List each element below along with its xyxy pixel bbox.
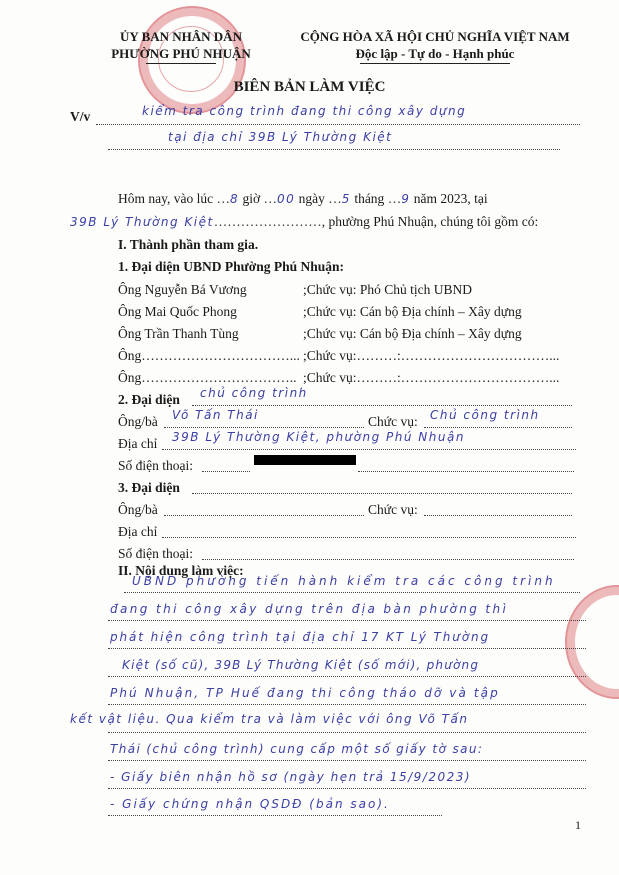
intro-text-2: giờ [242, 191, 261, 206]
motto-underline [360, 63, 510, 64]
content-line-1 [124, 592, 580, 593]
content-hand-3: phát hiện công trình tại địa chỉ 17 KT Lý Thường [110, 630, 491, 644]
dots: …………………… [213, 214, 322, 229]
intro-text-3: ngày [298, 191, 325, 206]
content-hand-9: - Giấy chứng nhận QSDĐ (bản sao). [110, 797, 390, 811]
rep2-name-line [164, 427, 364, 428]
red-seal-right [565, 585, 619, 699]
subject-hand-2: tại địa chỉ 39B Lý Thường Kiệt [168, 130, 393, 144]
content-line-9 [108, 815, 442, 816]
document-title: BIÊN BẢN LÀM VIỆC [233, 79, 386, 95]
section-1-sub-3: 3. Đại diện [118, 480, 180, 495]
rep2-address-line [162, 449, 576, 450]
rep3-name-label: Ông/bà [118, 502, 158, 517]
dots: … [328, 191, 342, 206]
rep2-role-label: Chức vụ: [368, 414, 418, 429]
content-hand-7: Thái (chủ công trình) cung cấp một số giấy tờ sau: [110, 742, 484, 756]
intro-line-1 [118, 191, 488, 207]
dots: … [263, 191, 278, 206]
section-1-sub-1: 1. Đại diện UBND Phường Phú Nhuận: [118, 259, 345, 274]
issuer-line-1: ỦY BAN NHÂN DÂN [120, 29, 242, 44]
rep2-role-hand: Chủ công trình [430, 408, 540, 422]
section-2-heading: II. Nội dung làm việc: [118, 563, 244, 578]
person-3-role: ;Chức vụ: Cán bộ Địa chính – Xây dựng [303, 326, 522, 341]
national-motto: Độc lập - Tự do - Hạnh phúc [355, 46, 515, 61]
person-1-name: Ông Nguyễn Bá Vương [118, 282, 247, 297]
person-5-name: Ông…………………………….. [118, 370, 297, 385]
content-hand-6: kết vật liệu. Qua kiểm tra và làm việc với ông Võ Tấn [70, 712, 469, 726]
rep3-heading-line [192, 493, 572, 494]
content-line-5 [108, 704, 586, 705]
section-1-sub-2: 2. Đại diện [118, 392, 180, 407]
person-2-role: ;Chức vụ: Cán bộ Địa chính – Xây dựng [303, 304, 522, 319]
content-line-6 [108, 732, 586, 733]
content-hand-1: UBND phường tiến hành kiểm tra các công trình [132, 574, 556, 588]
phone-redaction-bar [254, 455, 356, 465]
person-1-role: ;Chức vụ: Phó Chủ tịch UBND [303, 282, 472, 297]
section-1-heading: I. Thành phần tham gia. [118, 237, 259, 252]
national-header [275, 28, 595, 64]
rep2-phone-line-b [358, 471, 574, 472]
content-line-4 [108, 676, 586, 677]
subject-line-1 [96, 124, 580, 125]
content-hand-8: - Giấy biên nhận hồ sơ (ngày hẹn trả 15/9/2023) [110, 770, 472, 784]
content-hand-5: Phú Nhuận, TP Huế đang thi công tháo dỡ và tập [110, 686, 500, 700]
rep3-phone-label: Số điện thoại: [118, 546, 193, 561]
rep2-name-label: Ông/bà [118, 414, 158, 429]
rep3-name-line [164, 515, 364, 516]
intro-place: 39B Lý Thường Kiệt [70, 215, 214, 229]
intro-line-2 [70, 214, 538, 230]
person-4-role: ;Chức vụ:………:……………………………... [303, 348, 560, 363]
content-line-3 [108, 648, 586, 649]
rep2-phone-line-a [202, 471, 250, 472]
rep2-name-hand: Võ Tấn Thái [172, 408, 259, 422]
rep3-role-label: Chức vụ: [368, 502, 418, 517]
intro-month: 9 [401, 192, 411, 206]
issuer-header [96, 28, 266, 64]
dots: … [216, 191, 230, 206]
intro-hour: 8 [229, 192, 240, 206]
subject-label: V/v [70, 109, 91, 124]
rep3-address-label: Địa chỉ [118, 524, 158, 539]
rep2-address-label: Địa chỉ [118, 436, 158, 451]
intro-minute: 00 [277, 192, 296, 206]
person-3-name: Ông Trần Thanh Tùng [118, 326, 239, 341]
subject-line-2 [108, 149, 560, 150]
issuer-line-2: PHƯỜNG PHÚ NHUẬN [111, 46, 251, 61]
person-2-name: Ông Mai Quốc Phong [118, 304, 237, 319]
dots: … [387, 191, 402, 206]
rep2-phone-label: Số điện thoại: [118, 458, 193, 473]
content-line-8 [108, 788, 586, 789]
subject-hand-1: kiểm tra công trình đang thi công xây dựng [142, 104, 467, 118]
content-line-7 [108, 760, 586, 761]
content-line-2 [108, 620, 586, 621]
intro-text-5: năm 2023, tại [413, 191, 488, 206]
person-5-role: ;Chức vụ:………:……………………………... [303, 370, 560, 385]
intro-text-1: Hôm nay, vào lúc [118, 191, 214, 206]
intro-day: 5 [341, 192, 351, 206]
content-hand-4: Kiệt (số cũ), 39B Lý Thường Kiệt (số mới), phường [122, 658, 480, 672]
rep3-role-line [424, 515, 572, 516]
person-4-name: Ông……………………………... [118, 348, 300, 363]
intro-text-6: , phường Phú Nhuận, chúng tôi gồm có: [321, 214, 539, 229]
rep2-heading-line [192, 405, 572, 406]
rep3-address-line [162, 537, 576, 538]
intro-text-4: tháng [354, 191, 385, 206]
issuer-underline [146, 63, 216, 64]
rep2-heading-hand: chủ công trình [200, 386, 308, 400]
content-hand-2: đang thi công xây dựng trên địa bàn phường thì [110, 602, 509, 616]
rep2-address-hand: 39B Lý Thường Kiệt, phường Phú Nhuận [172, 430, 465, 444]
national-title: CỘNG HÒA XÃ HỘI CHỦ NGHĨA VIỆT NAM [300, 29, 570, 44]
page-number: 1 [575, 818, 581, 832]
rep2-role-line [424, 427, 572, 428]
rep3-phone-line [202, 559, 574, 560]
